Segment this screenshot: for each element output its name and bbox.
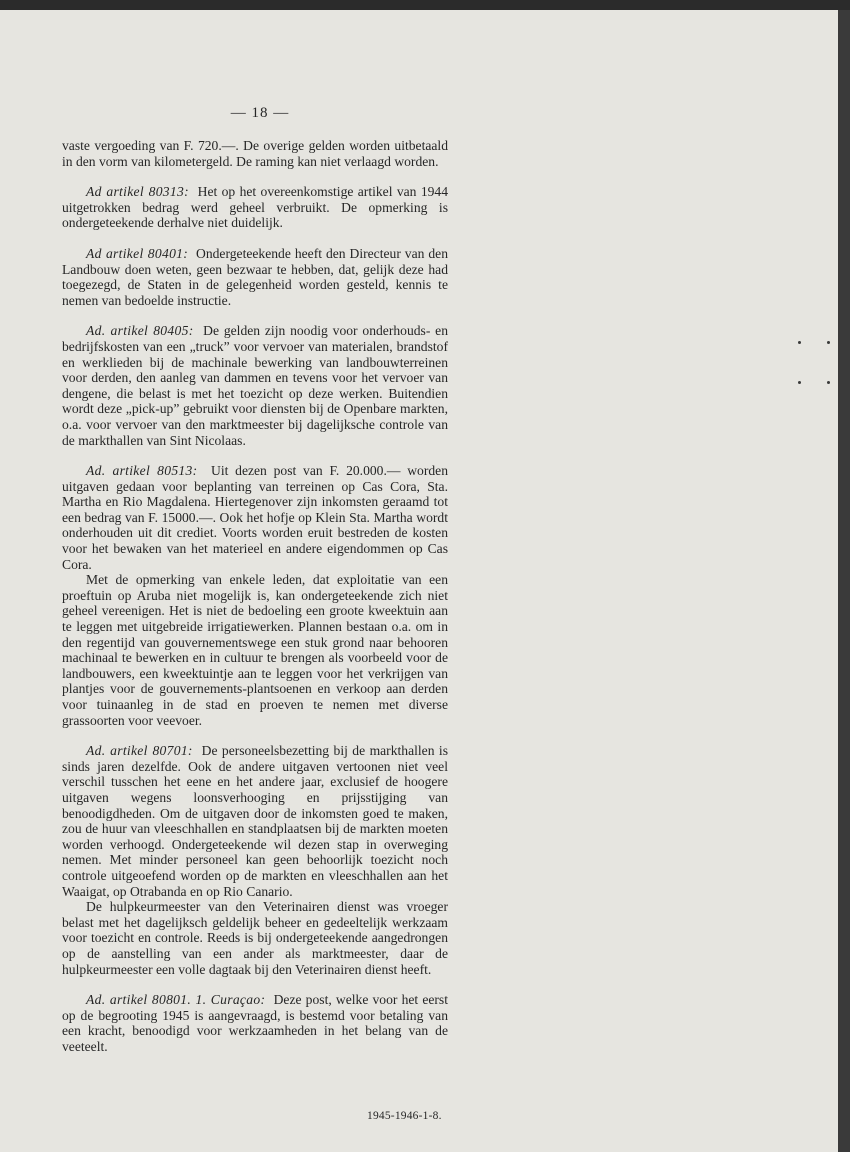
- article-label-80801: Ad. artikel 80801. 1. Curaçao:: [86, 992, 266, 1008]
- article-label-80405: Ad. artikel 80405:: [86, 323, 194, 339]
- paragraph-80405: Ad. artikel 80405: De gelden zijn noodig voor onderhouds- en bedrijfskosten van een „truck” voor vervoer van materialen, brandstof en werklieden bij de machinale bewerking van landbouwterreinen voor derden, den aanleg van dammen en tevens voor het vervoer van dengene, die belast is met het toezicht op deze werken. Buitendien wordt deze „pick-up” gebruikt voor diensten bij de Openbare markten, o.a. voor vervoer van den marktmeester bij dagelijksche controle van de markthallen van Sint Nicolaas.: [62, 323, 448, 448]
- paragraph-hulpkeurmeester: De hulpkeurmeester van den Veterinairen dienst was vroeger belast met het dagelijksch geldelijk beheer en gedeeltelijk werkzaam voor toezicht en controle. Reeds is bij ondergeteekende aangedrongen op de aanstelling van een ander als marktmeester, daar de hulpkeurmeester een volle dagtaak bij den Veterinairen dienst heeft.: [62, 899, 448, 977]
- scan-speck: [827, 381, 830, 384]
- paragraph-continuation: vaste vergoeding van F. 720.—. De overige gelden worden uitbetaald in den vorm van kilometergeld. De raming kan niet verlaagd worden.: [62, 138, 448, 169]
- scan-speck: [798, 381, 801, 384]
- article-label-80401: Ad artikel 80401:: [86, 245, 189, 261]
- body-text: [62, 138, 448, 1054]
- paragraph-80513: Ad. artikel 80513: Uit dezen post van F. 20.000.— worden uitgaven gedaan voor beplanting van terreinen op Cas Cora, Sta. Martha en Rio Magdalena. Hiertegenover zijn inkomsten geraamd tot een bedrag van F. 15000.—. Ook het hofje op Klein Sta. Martha wordt onderhouden uit dit crediet. Voorts worden eruit bestreden de kosten voor het bewaken van het materieel en andere eigendommen op Cas Cora.: [62, 463, 448, 572]
- scan-speck: [798, 341, 801, 344]
- paragraph-80313: Ad artikel 80313: Het op het overeenkomstige artikel van 1944 uitgetrokken bedrag werd geheel verbruikt. De opmerking is ondergeteekende derhalve niet duidelijk.: [62, 184, 449, 231]
- page-number: — 18 —: [230, 105, 290, 121]
- paragraph-80801: Ad. artikel 80801. 1. Curaçao: Deze post, welke voor het eerst op de begrooting 1945 is aangevraagd, is bestemd voor betaling van een kracht, benoodigd voor werkzaamheden in het belang van de veeteelt.: [62, 992, 448, 1054]
- footer-code: 1945-1946-1-8.: [367, 1110, 442, 1122]
- paragraph-aruba: Met de opmerking van enkele leden, dat exploitatie van een proeftuin op Aruba niet mogelijk is, kan ondergeteekende zich niet geheel vereenigen. Het is niet de bedoeling een groote kweektuin aan te leggen met uitgebreide irrigatiewerken. Plannen bestaan o.a. om in den regentijd van gouvernementswege een stuk grond naar behooren machinaal te bewerken en in cultuur te brengen als voorbeeld voor de landbouwers, een kweektuintje aan te leggen voor het verkrijgen van plantjes voor de gouvernements-plantsoenen en verkoop aan derden voor tuinaanleg in de stad en proeven te nemen met diverse grassoorten voor veevoer.: [62, 572, 448, 728]
- scan-edge: [838, 10, 850, 1152]
- paragraph-80701: Ad. artikel 80701: De personeelsbezetting bij de markthallen is sinds jaren dezelfde. Ook de andere uitgaven vertoonen niet veel verschil tusschen het eene en het andere jaar, exclusief de hoogere uitgaven wegens loonsverhooging en prijsstijging van benoodigdheden. Om de uitgaven door de inkomsten goed te maken, zou de huur van vleeschhallen en standplaatsen bij de markten moeten worden verhoogd. Ondergeteekende wil dezen stap in overweging nemen. Met minder personeel kan geen behoorlijk toezicht noch controle uitgeoefend worden op de markten en vleeschhallen aan het Waaigat, op Otrabanda en op Rio Canario.: [62, 743, 448, 899]
- paragraph-80401: Ad artikel 80401: Ondergeteekende heeft den Directeur van den Landbouw doen weten, geen bezwaar te hebben, dat, gelijk deze had toegezegd, de Staten in de gelegenheid worden gesteld, kennis te nemen van bedoelde instructie.: [62, 245, 448, 308]
- article-label-80513: Ad. artikel 80513:: [86, 463, 198, 479]
- scan-speck: [827, 341, 830, 344]
- article-label-80313: Ad artikel 80313:: [86, 184, 189, 200]
- article-label-80701: Ad. artikel 80701:: [86, 743, 193, 759]
- document-page: [0, 10, 838, 1152]
